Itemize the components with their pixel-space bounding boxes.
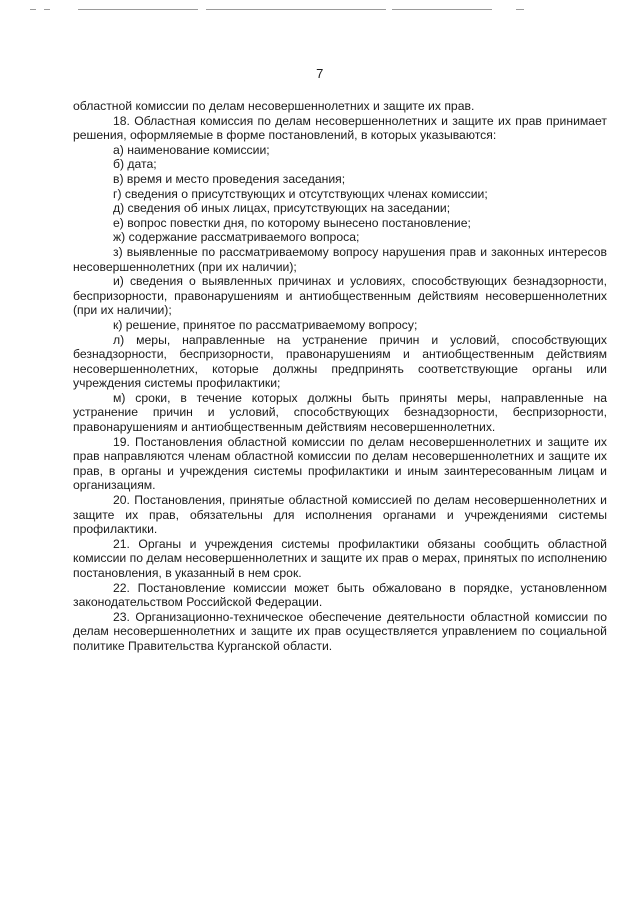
- list-item-v: в) время и место проведения заседания;: [113, 171, 346, 186]
- list-item-g: г) сведения о присутствующих и отсутствующих членах комиссии;: [113, 186, 488, 201]
- scan-edge-artifact: [30, 7, 630, 13]
- paragraph-item-19: 19. Постановления областной комиссии по делам несовершеннолетних и защите их прав направляются членам областной комиссии по делам несовершеннолетних и защите их прав, в органы и учреждения системы профилактики и иным заинтересованным лицам и организациям.: [73, 434, 607, 493]
- paragraph-continuation: областной комиссии по делам несовершеннолетних и защите их прав.: [73, 99, 475, 113]
- list-item-e: е) вопрос повестки дня, по которому вынесено постановление;: [113, 215, 471, 230]
- list-item-b: б) дата;: [113, 157, 157, 172]
- list-item-i: и) сведения о выявленных причинах и условиях, способствующих безнадзорности, беспризорности, правонарушениям и антиобщественным действиям несовершеннолетних (при их наличии);: [73, 274, 607, 318]
- page-number: 7: [316, 66, 324, 81]
- paragraph-item-20: 20. Постановления, принятые областной комиссией по делам несовершеннолетних и защите их прав, обязательны для исполнения органами и учреждениями системы профилактики.: [73, 493, 607, 537]
- list-item-a: а) наименование комиссии;: [113, 142, 270, 157]
- document-body: [73, 99, 607, 654]
- list-item-m: м) сроки, в течение которых должны быть приняты меры, направленные на устранение причин и условий, способствующих безнадзорности, беспризорности, правонарушениям и антиобщественным действиям несовершеннолетних.: [73, 390, 607, 435]
- list-item-zh: ж) содержание рассматриваемого вопроса;: [113, 230, 360, 245]
- list-item-l: л) меры, направленные на устранение причин и условий, способствующих безнадзорности, беспризорности, правонарушениям и антиобщественным действиям несовершеннолетних, которые должны предпринять соответствующие органы или учреждения системы профилактики;: [73, 332, 607, 391]
- paragraph-item-22: 22. Постановление комиссии может быть обжаловано в порядке, установленном законодательством Российской Федерации.: [73, 580, 607, 610]
- paragraph-item-23: 23. Организационно-техническое обеспечение деятельности областной комиссии по делам несовершеннолетних и защите их прав осуществляется управлением по социальной политике Правительства Курганской области.: [73, 609, 607, 653]
- paragraph-item-18: 18. Областная комиссия по делам несовершеннолетних и защите их прав принимает решения, оформляемые в форме постановлений, в которых указываются:: [73, 113, 607, 143]
- paragraph-item-21: 21. Органы и учреждения системы профилактики обязаны сообщить областной комиссии по делам несовершеннолетних и защите их прав о мерах, принятых по исполнению постановления, в указанный в нем срок.: [73, 536, 608, 580]
- list-item-d: д) сведения об иных лицах, присутствующих на заседании;: [113, 201, 451, 216]
- list-item-k: к) решение, принятое по рассматриваемому вопросу;: [113, 317, 418, 332]
- list-item-z: з) выявленные по рассматриваемому вопросу нарушения прав и законных интересов несовершеннолетних (при их наличии);: [73, 244, 607, 274]
